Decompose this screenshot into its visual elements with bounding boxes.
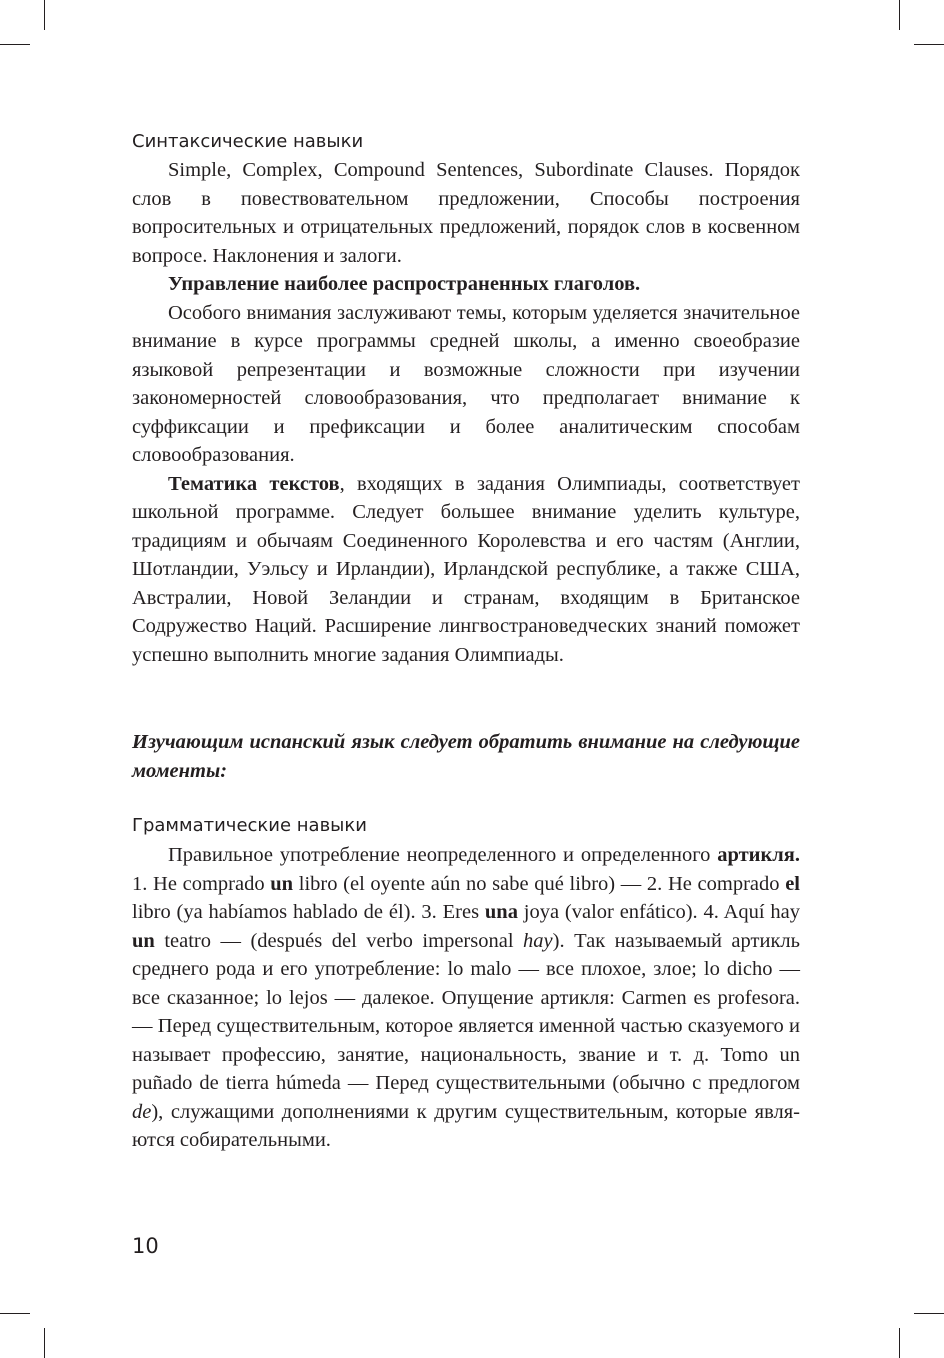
crop-mark bbox=[44, 0, 45, 30]
topics-text: , входящих в задания Олимпиады, соответствует школьной программе. Следует большее внимание уделить культуре, традициям и обычаям Соединенного Королевства и его частям (Англии, Шотландии, Уэльсу и Ирландии), Ирландской республике, а также США, Австралии, Новой Зеландии и странам, входящим в Британское Содружество Наций. Расширение лингвострановедческих знаний поможет успешно выполнить многие задания Олимпиады. bbox=[132, 472, 800, 666]
crop-mark bbox=[0, 1313, 30, 1314]
verbs-bold-text: Управление наиболее распространенных глаголов. bbox=[168, 273, 641, 295]
paragraph-articles bbox=[132, 841, 800, 1155]
text-span: joya (valor enfático). 4. Aquí hay bbox=[517, 901, 801, 923]
syntax-skills-body bbox=[132, 156, 800, 669]
italic-span: de bbox=[132, 1100, 152, 1123]
topics-bold-text: Тематика текстов bbox=[168, 472, 340, 495]
paragraph-sentences: Simple, Complex, Compound Sentences, Subordinate Clauses. Порядок слов в повествовательном предложении, Способы построения вопросительных и отрицательных предложений, порядок слов в косвенном вопросе. Наклонения и залоги. bbox=[132, 159, 800, 267]
spanish-section-title: Изучающим испанский язык следует обратить внимание на следующие моменты: bbox=[132, 731, 800, 782]
page-number: 10 bbox=[132, 1234, 159, 1258]
text-span: libro (ya habíamos hablado de él). 3. Eres bbox=[132, 901, 485, 923]
text-span: 1. He comprado bbox=[132, 872, 271, 895]
bold-span: una bbox=[484, 901, 518, 923]
crop-mark bbox=[899, 0, 900, 30]
crop-mark bbox=[44, 1328, 45, 1358]
text-span: ), служащими дополнениями к другим существительным, которые являются собирательными. bbox=[132, 1100, 800, 1151]
italic-span: hay bbox=[523, 929, 553, 952]
crop-mark bbox=[914, 1313, 944, 1314]
bold-span: el bbox=[785, 872, 800, 895]
bold-span: un bbox=[270, 872, 294, 895]
syntax-skills-heading: Синтаксические навыки bbox=[132, 131, 364, 152]
crop-mark bbox=[914, 44, 944, 45]
text-span: libro (el oyente aún no sabe qué libro) — 2. He comprado bbox=[293, 872, 786, 895]
text-span: Правильное употребление неопределенного и определенного bbox=[168, 844, 718, 866]
bold-span: артикля. bbox=[717, 844, 800, 866]
text-span: ). Так называемый артикль среднего рода и его употребление: lo malo — все плохое, злое; lo dicho — все сказанное; lo lejos — далекое. Опущение артикля: Carmen es profesora. — Перед существительным, которое является именной частью сказуемого и называет профессию, занятие, национальность, звание и т. д. Tomo un puñado de tierra húmeda — Перед существительными (обычно с предлогом bbox=[132, 929, 800, 1094]
text-span: teatro — (después del verbo impersonal bbox=[154, 929, 524, 952]
paragraph-verbs bbox=[132, 270, 800, 299]
grammar-skills-body bbox=[132, 841, 800, 1155]
grammar-skills-heading: Грамматические навыки bbox=[132, 815, 367, 836]
bold-span: un bbox=[132, 929, 155, 952]
paragraph-word-formation: Особого внимания заслуживают темы, которым уделяется значительное внимание в курсе программы средней школы, а именно своеобразие языковой репрезентации и возможные сложности при изучении закономерностей словообразования, что предполагает внимание к суффиксации и префиксации и более аналитическим способам словообразования. bbox=[132, 301, 800, 466]
crop-mark bbox=[0, 44, 30, 45]
paragraph-topics bbox=[132, 470, 800, 670]
crop-mark bbox=[899, 1328, 900, 1358]
